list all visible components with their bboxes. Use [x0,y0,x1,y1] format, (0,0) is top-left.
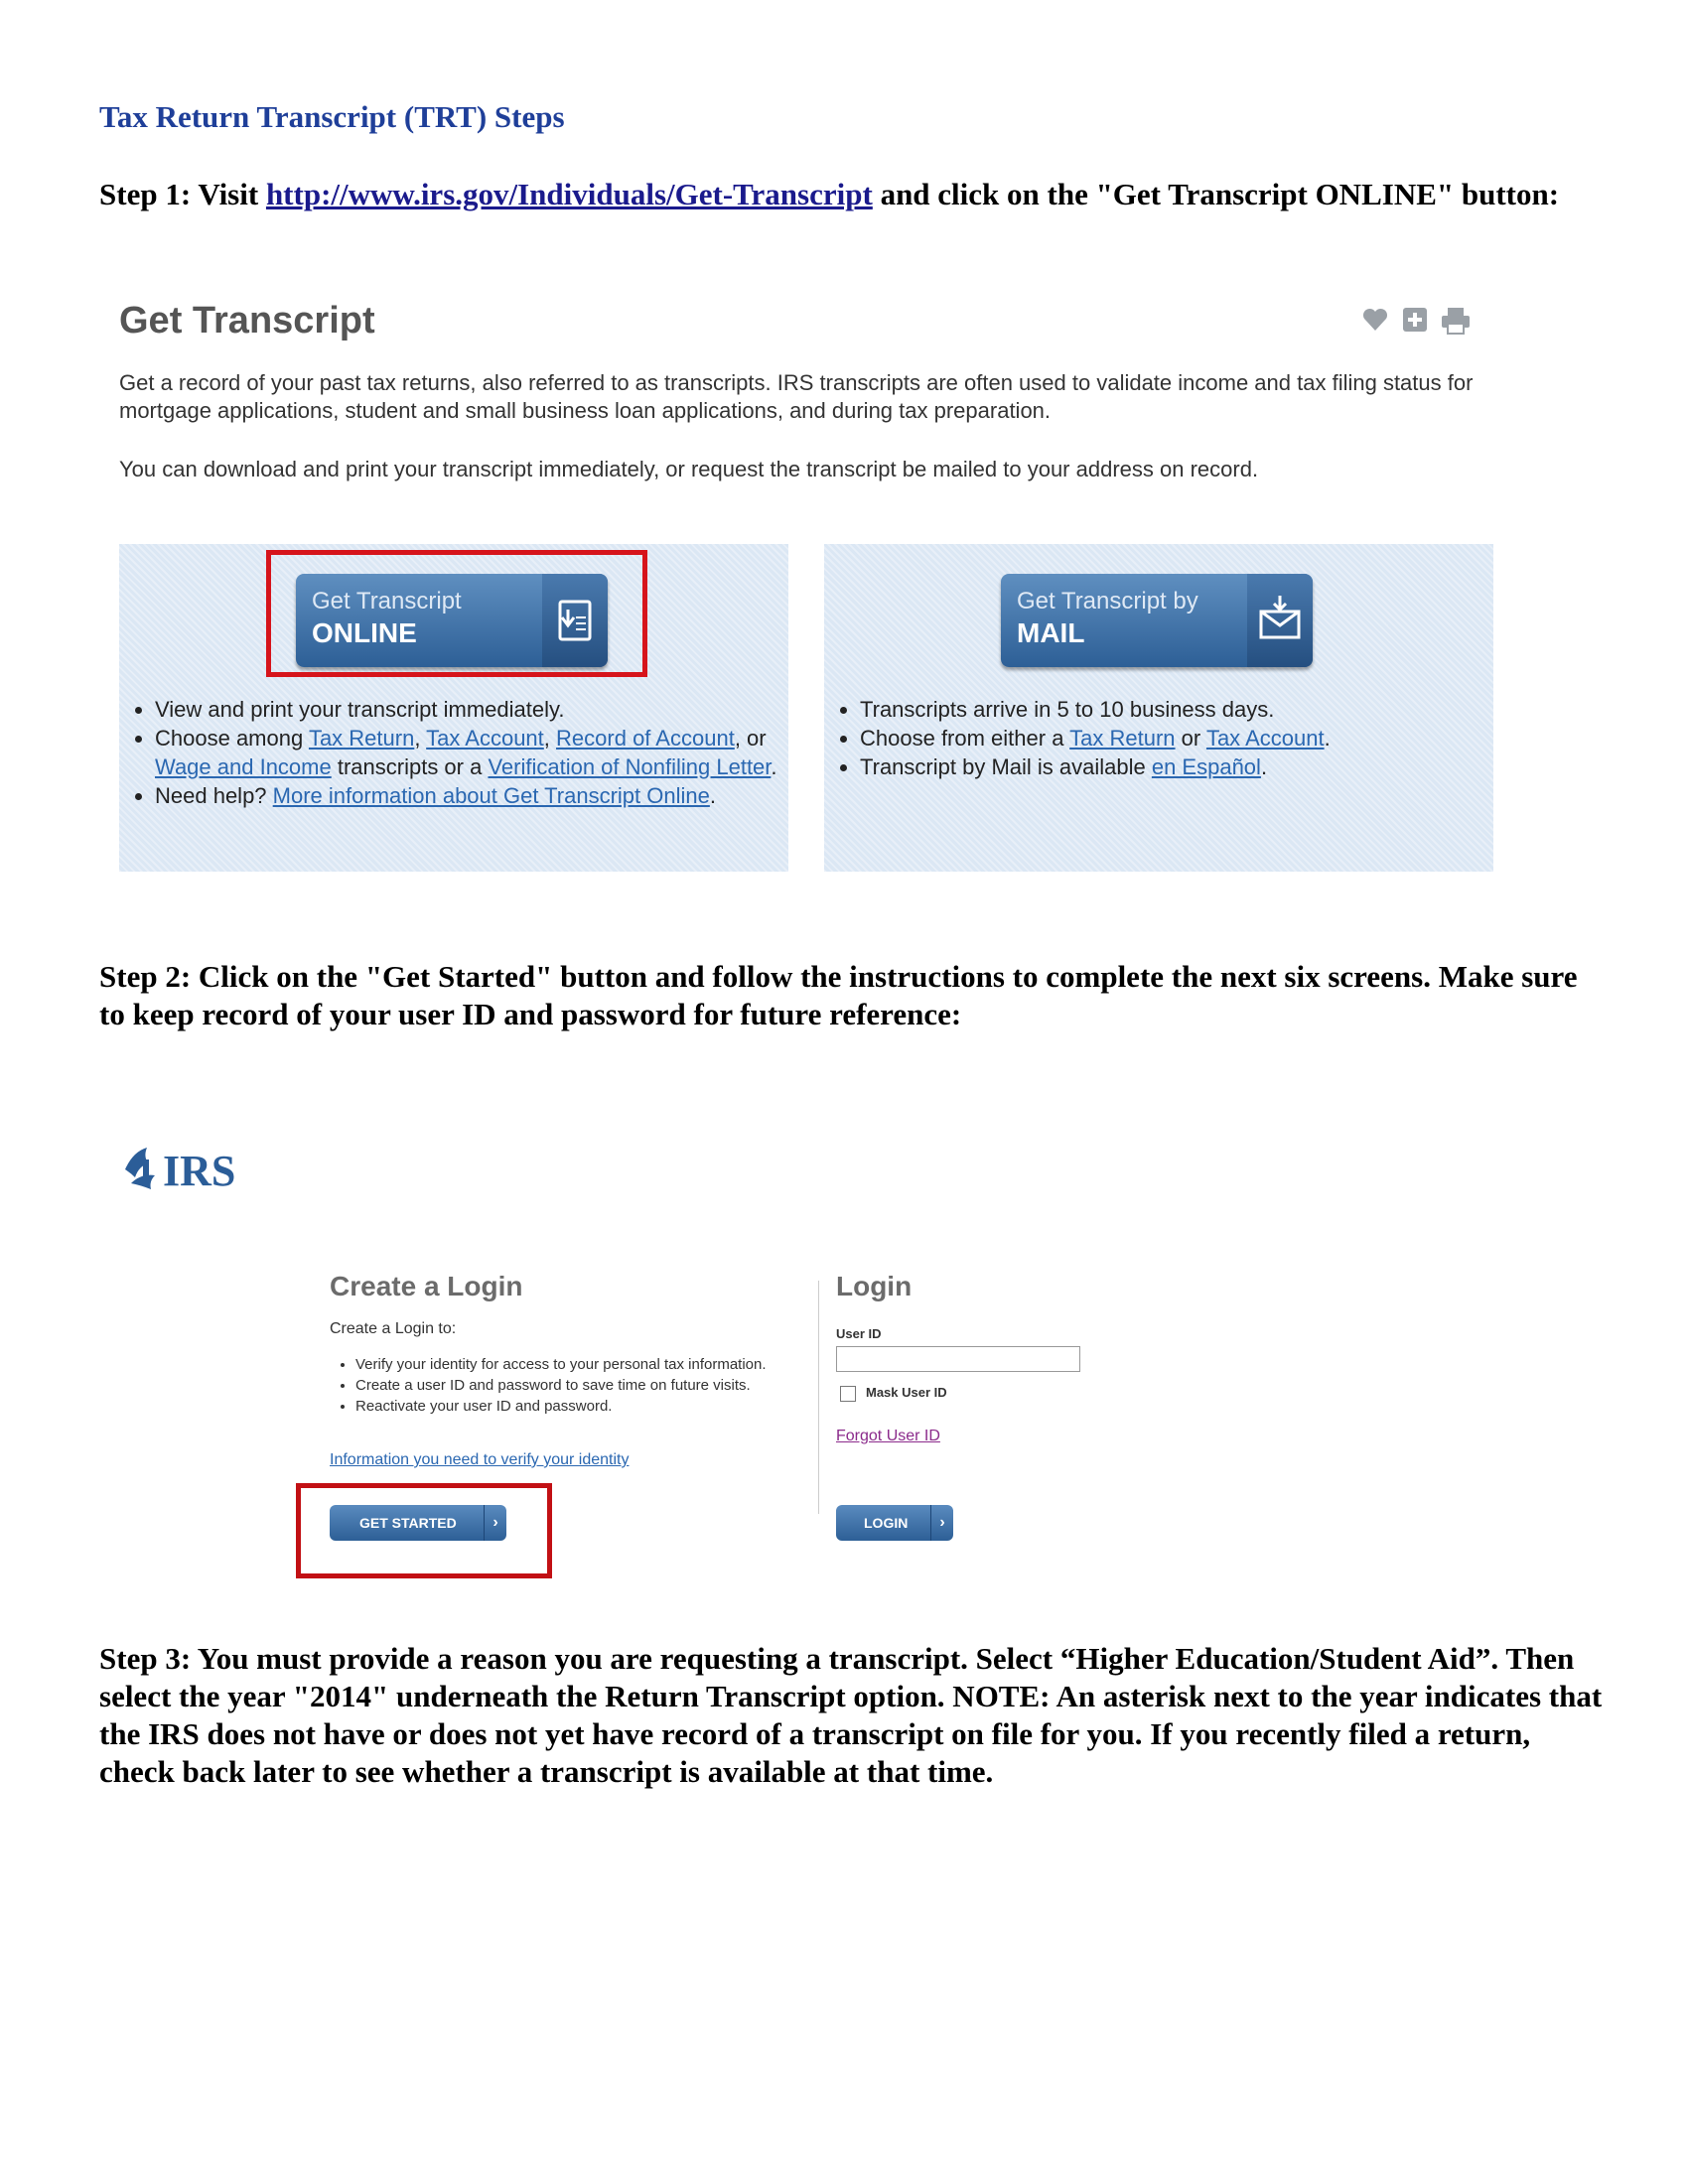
heart-icon[interactable] [1360,306,1390,336]
record-of-account-link[interactable]: Record of Account [556,726,735,751]
tax-return-link[interactable]: Tax Return [1069,726,1176,751]
mail-bullets [838,695,1505,781]
user-id-label: User ID [836,1326,882,1341]
get-transcript-intro: Get a record of your past tax returns, also referred to as transcripts. IRS transcripts are often used to validate income and tax filing status for mortgage applications, student and small business loan applications, and during tax preparation. [119,370,1474,423]
login-button[interactable]: LOGIN › [836,1505,953,1541]
wage-and-income-link[interactable]: Wage and Income [155,754,332,779]
online-bullets [133,695,800,810]
list-item: • Transcript by Mail is available en Español. [860,752,1505,781]
highlight-box-get-started [296,1483,552,1578]
list-item: • Verify your identity for access to your personal tax information. [355,1354,872,1375]
step-2-text: Step 2: Click on the "Get Started" button and follow the instructions to complete the next six screens. Make sure to keep record of your user ID and password for future reference: [99,959,1578,1031]
en-espanol-link[interactable]: en Español [1151,754,1261,779]
verify-identity-info-link[interactable]: Information you need to verify your identity [330,1451,630,1468]
list-item: • Need help? More information about Get Transcript Online. [155,781,800,810]
highlight-box-online [266,550,647,677]
create-login-bullets [330,1354,872,1417]
divider [818,1281,819,1514]
page-tool-icons [1360,306,1470,336]
create-login-subtitle: Create a Login to: [330,1320,457,1337]
verification-of-nonfiling-link[interactable]: Verification of Nonfiling Letter [488,754,772,779]
list-item: • Create a user ID and password to save time on future visits. [355,1375,872,1396]
list-item: • Reactivate your user ID and password. [355,1396,872,1417]
list-item: • Choose from either a Tax Return or Tax Account. [860,724,1505,752]
irs-logo [119,1140,268,1199]
irs-logo-text: IRS [163,1147,236,1195]
more-info-link[interactable]: More information about Get Transcript Online [272,783,710,808]
get-transcript-screenshot [107,288,1497,884]
get-started-button[interactable]: GET STARTED › [330,1505,506,1541]
forgot-user-id-link[interactable]: Forgot User ID [836,1428,940,1444]
mail-panel [824,544,1493,872]
irs-get-transcript-link[interactable]: http://www.irs.gov/Individuals/Get-Transcript [265,177,873,211]
get-transcript-intro-2: You can download and print your transcript immediately, or request the transcript be mailed to your address on record. [119,457,1259,481]
tax-account-link[interactable]: Tax Account [1205,726,1325,751]
get-transcript-mail-button[interactable]: Get Transcript by MAIL [1001,574,1313,667]
chevron-right-icon: › [484,1505,506,1541]
mask-user-id-checkbox[interactable] [840,1386,856,1402]
print-icon[interactable] [1440,306,1470,336]
tax-return-link[interactable]: Tax Return [308,726,415,751]
online-panel [119,544,788,872]
plus-icon[interactable] [1400,306,1430,336]
user-id-input[interactable] [836,1346,1080,1372]
step-1-text: Step 1: Visit http://www.irs.gov/Individuals/Get-Transcript and click on the "Get Transcript ONLINE" button: [99,177,1560,211]
mask-user-id-label: Mask User ID [866,1385,947,1400]
login-title: Login [836,1271,913,1301]
chevron-right-icon: › [930,1505,953,1541]
step-3-text: Step 3: You must provide a reason you are requesting a transcript. Select “Higher Education/Student Aid”. Then select the year "2014" underneath the Return Transcript option. NOTE: An asterisk next to the year indicates that the IRS does not have or does not yet have record of a transcript on file for you. If you recently filed a return, check back later to see whether a transcript is available at that time. [99,1641,1603,1789]
get-transcript-online-button[interactable]: Get Transcript ONLINE [296,574,608,667]
mail-envelope-icon [1247,574,1313,667]
get-transcript-title: Get Transcript [119,300,375,341]
list-item: • Choose among Tax Return, Tax Account, Record of Account, or Wage and Income transcripts or a Verification of Nonfiling Letter. [155,724,800,781]
list-item: • View and print your transcript immediately. [155,695,800,724]
list-item: • Transcripts arrive in 5 to 10 business days. [860,695,1505,724]
tax-account-link[interactable]: Tax Account [426,726,544,751]
create-login-title: Create a Login [330,1271,523,1301]
document-title: Tax Return Transcript (TRT) Steps [99,99,565,134]
